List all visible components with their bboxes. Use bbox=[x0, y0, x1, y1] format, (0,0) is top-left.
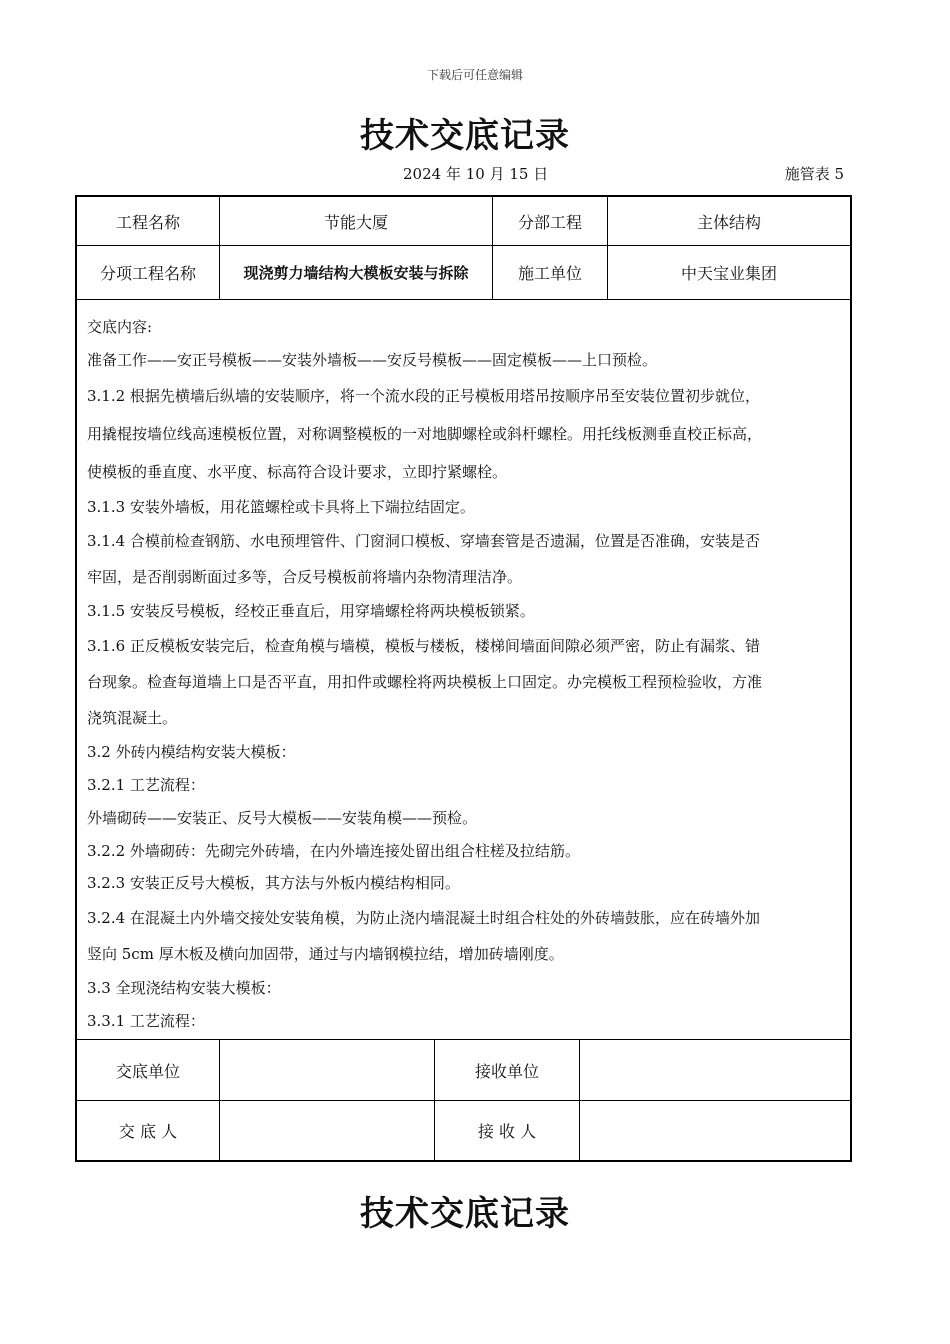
content-line: 3.1.6 正反模板安装完后，检查角模与墙模，模板与楼板，楼梯间墙面间隙必须严密，防止有漏浆、错 bbox=[87, 637, 760, 656]
content-line: 3.3.1 工艺流程： bbox=[87, 1011, 205, 1030]
division-label: 分部工程 bbox=[517, 212, 582, 232]
content-line: 3.1.3 安装外墙板，用花篮螺栓或卡具将上下端拉结固定。 bbox=[87, 497, 475, 516]
content-line: 3.1.2 根据先横墙后纵墙的安装顺序，将一个流水段的正号模板用塔吊按顺序吊至安装位置初步就位， bbox=[87, 386, 760, 405]
receiver-person-field[interactable] bbox=[580, 1101, 850, 1160]
record-date: 2024 年 10 月 15 日 bbox=[403, 165, 549, 183]
receiver-unit-field[interactable] bbox=[580, 1040, 850, 1100]
content-line: 浇筑混凝土。 bbox=[87, 709, 178, 728]
content-line: 牢固，是否削弱断面过多等，合反号模板前将墙内杂物清理洁净。 bbox=[87, 568, 523, 587]
issuer-unit-field[interactable] bbox=[220, 1040, 434, 1100]
content-line: 3.2.1 工艺流程： bbox=[87, 775, 205, 794]
record-table bbox=[75, 195, 852, 1162]
contractor-value: 中天宝业集团 bbox=[680, 264, 777, 283]
content-line: 准备工作——安正号模板——安装外墙板——安反号模板——固定模板——上口预检。 bbox=[87, 350, 658, 369]
briefing-content bbox=[87, 311, 843, 1038]
content-line: 3.3 全现浇结构安装大模板： bbox=[87, 979, 281, 998]
content-line: 交底内容: bbox=[87, 318, 153, 336]
project-name-label: 工程名称 bbox=[115, 212, 180, 232]
content-line: 竖向 5cm 厚木板及横向加固带，通过与内墙钢模拉结，增加砖墙刚度。 bbox=[87, 945, 564, 964]
division-value: 主体结构 bbox=[696, 212, 761, 232]
content-line: 3.2.3 安装正反号大模板，其方法与外板内模结构相同。 bbox=[87, 874, 460, 893]
content-line: 3.2.2 外墙砌砖：先砌完外砖墙，在内外墙连接处留出组合柱槎及拉结筋。 bbox=[87, 841, 580, 860]
content-line: 3.2 外砖内模结构安装大模板： bbox=[87, 743, 296, 762]
receiver-unit-label: 接收单位 bbox=[474, 1061, 539, 1081]
project-name-value: 节能大厦 bbox=[323, 212, 388, 232]
content-line: 台现象。检查每道墙上口是否平直，用扣件或螺栓将两块模板上口固定。办完模板工程预检验收，方准 bbox=[87, 673, 763, 692]
document-title: 技术交底记录 bbox=[360, 116, 570, 156]
subitem-value: 现浇剪力墙结构大模板安装与拆除 bbox=[243, 264, 469, 282]
row-divider bbox=[77, 299, 850, 300]
top-note: 下载后可任意编辑 bbox=[426, 68, 523, 82]
content-line: 3.1.4 合模前检查钢筋、水电预埋管件、门窗洞口模板、穿墙套管是否遗漏，位置是否准确，安装是否 bbox=[87, 532, 760, 551]
content-line: 使模板的垂直度、水平度、标高符合设计要求，立即拧紧螺栓。 bbox=[87, 462, 508, 481]
form-number: 施管表 5 bbox=[784, 165, 844, 183]
issuer-person-label: 交 底 人 bbox=[118, 1122, 178, 1141]
next-page-title: 技术交底记录 bbox=[360, 1194, 570, 1234]
meta-row bbox=[76, 163, 844, 185]
content-line: 3.2.4 在混凝土内外墙交接处安装角模，为防止浇内墙混凝土时组合柱处的外砖墙鼓胀，应在砖墙外加 bbox=[87, 909, 760, 928]
issuer-person-field[interactable] bbox=[220, 1101, 434, 1160]
content-line: 用撬棍按墙位线高速模板位置，对称调整模板的一对地脚螺栓或斜杆螺栓。用托线板测垂直校正标高， bbox=[87, 424, 763, 443]
receiver-person-label: 接 收 人 bbox=[477, 1122, 537, 1141]
content-line: 3.1.5 安装反号模板，经校正垂直后，用穿墙螺栓将两块模板锁紧。 bbox=[87, 602, 535, 621]
content-line: 外墙砌砖——安装正、反号大模板——安装角模——预检。 bbox=[87, 808, 478, 827]
subitem-label: 分项工程名称 bbox=[99, 264, 196, 283]
contractor-label: 施工单位 bbox=[517, 264, 582, 283]
issuer-unit-label: 交底单位 bbox=[115, 1061, 180, 1081]
